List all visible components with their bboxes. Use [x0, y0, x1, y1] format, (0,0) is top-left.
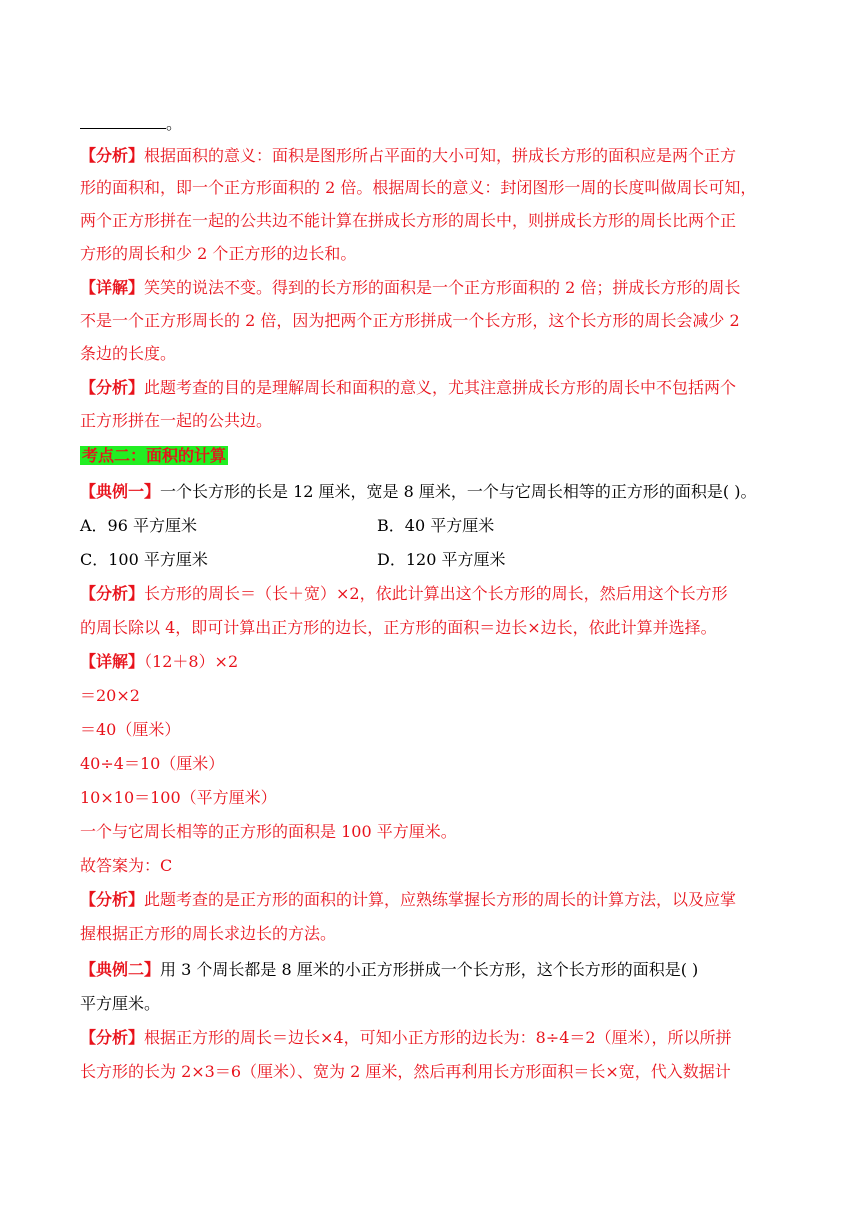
analysis-tag: 【分析】: [80, 146, 145, 165]
example1-detail-line-1: 【详解】（12＋8）×2: [80, 652, 239, 671]
review-line-1: 【分析】此题考查的目的是理解周长和面积的意义，尤其注意拼成长方形的周长中不包括两个: [80, 378, 737, 397]
example1-analysis-tag: 【分析】: [80, 584, 145, 603]
example2-analysis-tag: 【分析】: [80, 1028, 145, 1047]
review-tag: 【分析】: [80, 378, 145, 397]
example1-detail-line-6: 一个与它周长相等的正方形的面积是 100 平方厘米。: [80, 822, 457, 841]
option-c: C．100 平方厘米: [80, 550, 208, 569]
example2-question-line-2: 平方厘米。: [80, 994, 161, 1013]
analysis-line-3: 两个正方形拼在一起的公共边不能计算在拼成长方形的周长中，则拼成长方形的周长比两个正: [80, 211, 737, 230]
example1-review-line-2: 握根据正方形的周长求边长的方法。: [80, 924, 337, 943]
example1-analysis-line-2: 的周长除以 4，即可计算出正方形的边长，正方形的面积＝边长×边长，依此计算并选择。: [80, 618, 717, 637]
example2-analysis-line-2: 长方形的长为 2×3＝6（厘米）、宽为 2 厘米，然后再利用长方形面积＝长×宽，代入数据计: [80, 1062, 731, 1081]
example2-question-line-1: 【典例二】用 3 个周长都是 8 厘米的小正方形拼成一个长方形，这个长方形的面积是( ): [80, 960, 699, 979]
analysis-line-1: 【分析】根据面积的意义：面积是图形所占平面的大小可知，拼成长方形的面积应是两个正方: [80, 146, 737, 165]
review-line-2: 正方形拼在一起的公共边。: [80, 411, 273, 430]
example1-detail-line-3: ＝40（厘米）: [80, 720, 181, 739]
detail-line-3: 条边的长度。: [80, 344, 177, 363]
example1-review-line-1: 【分析】此题考查的是正方形的面积的计算，应熟练掌握长方形的周长的计算方法，以及应掌: [80, 890, 737, 909]
example1-analysis-line-1: 【分析】长方形的周长＝（长＋宽）×2，依此计算出这个长方形的周长，然后用这个长方形: [80, 584, 728, 603]
example1-detail-line-5: 10×10＝100（平方厘米）: [80, 788, 277, 807]
option-d: D．120 平方厘米: [377, 550, 506, 569]
answer-blank-line: 。: [80, 113, 790, 137]
detail-line-2: 不是一个正方形周长的 2 倍，因为把两个正方形拼成一个长方形，这个长方形的周长会减少 2: [80, 311, 740, 330]
analysis-line-4: 方形的周长和少 2 个正方形的边长和。: [80, 244, 357, 263]
blank-underline: [80, 114, 166, 129]
example1-question: 【典例一】一个长方形的长是 12 厘米，宽是 8 厘米，一个与它周长相等的正方形的面积是( )。: [80, 482, 757, 501]
example1-review-tag: 【分析】: [80, 890, 145, 909]
analysis-line-2: 形的面积和，即一个正方形面积的 2 倍。根据周长的意义：封闭图形一周的长度叫做周长可知，: [80, 178, 757, 197]
section-heading: 考点二：面积的计算: [82, 446, 227, 465]
option-a: A．96 平方厘米: [80, 516, 198, 535]
section-heading-row: [80, 445, 790, 469]
example1-detail-tag: 【详解】: [80, 652, 145, 671]
example1-answer: 故答案为：C: [80, 856, 173, 875]
example1-tag: 【典例一】: [80, 482, 161, 501]
example1-detail-line-2: ＝20×2: [80, 686, 140, 705]
example2-tag: 【典例二】: [80, 960, 161, 979]
detail-tag: 【详解】: [80, 278, 145, 297]
detail-line-1: 【详解】笑笑的说法不变。得到的长方形的面积是一个正方形面积的 2 倍；拼成长方形的周长: [80, 278, 741, 297]
option-b: B．40 平方厘米: [377, 516, 495, 535]
example2-analysis-line-1: 【分析】根据正方形的周长＝边长×4，可知小正方形的边长为：8÷4＝2（厘米），所以所拼: [80, 1028, 732, 1047]
example1-detail-line-4: 40÷4＝10（厘米）: [80, 754, 225, 773]
